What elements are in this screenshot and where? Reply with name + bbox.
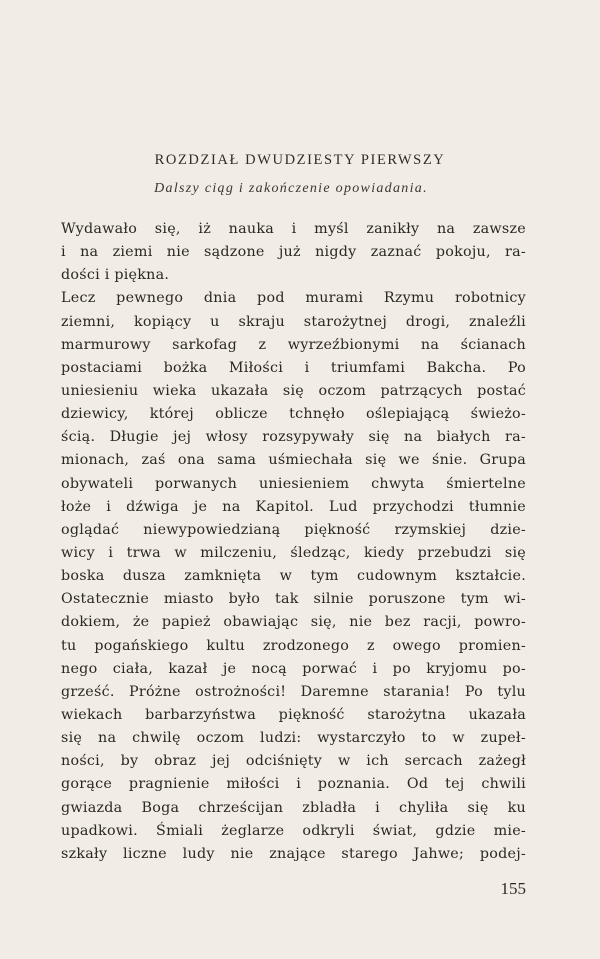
- text-line: marmurowy sarkofag z wyrzeźbionymi na ścianach: [61, 336, 526, 353]
- text-line: Ostatecznie miasto było tak silnie poruszone tym wi-: [61, 591, 526, 608]
- text-line: upadkowi. Śmiali żeglarze odkryli świat, gdzie mie-: [61, 822, 526, 839]
- text-line: Wydawało się, iż nauka i myśl zanikły na zawsze: [61, 221, 526, 237]
- text-line: gwiazda Boga chrześcijan zbladła i chyliła się ku: [61, 799, 526, 816]
- text-line: dziewicy, której oblicze tchnęło oślepiającą świeżo-: [61, 406, 526, 423]
- text-line: obywateli porwanych uniesieniem chwyta śmiertelne: [61, 475, 526, 492]
- text-line: ności, by obraz jej odciśnięty w ich sercach zażegł: [61, 753, 526, 770]
- text-line: grześć. Próżne ostrożności! Daremne starania! Po tylu: [61, 683, 526, 700]
- page-number: 155: [500, 879, 526, 898]
- body-text: [61, 218, 526, 866]
- text-line: uniesieniu wieka ukazała się oczom patrzących postać: [61, 382, 526, 399]
- text-line: szkały liczne ludy nie znające starego Jahwe; podej-: [61, 845, 526, 862]
- text-line: wiekach barbarzyństwa piękność starożytna ukazała: [61, 706, 526, 723]
- text-line: gorące pragnienie miłości i poznania. Od tej chwili: [61, 776, 526, 793]
- text-line: dokiem, że papież obawiając się, nie bez racji, powro-: [61, 614, 526, 631]
- text-line: mionach, zaś ona sama uśmiechała się we śnie. Grupa: [61, 452, 526, 469]
- chapter-title: ROZDZIAŁ DWUDZIESTY PIERWSZY: [154, 152, 446, 168]
- text-line: postaciami bożka Miłości i triumfami Bakcha. Po: [61, 359, 526, 376]
- text-line: Lecz pewnego dnia pod murami Rzymu robotnicy: [61, 290, 526, 307]
- text-line: nego ciała, kazał je nocą porwać i po kryjomu po-: [61, 660, 526, 677]
- chapter-subtitle: Dalszy ciąg i zakończenie opowiadania.: [154, 181, 428, 196]
- text-line: wicy i trwa w milczeniu, śledząc, kiedy przebudzi się: [61, 544, 526, 561]
- text-line: ścią. Długie jej włosy rozsypywały się na białych ra-: [61, 429, 526, 446]
- text-line: łoże i dźwiga je na Kapitol. Lud przychodzi tłumnie: [61, 498, 526, 515]
- text-line: tu pogańskiego kultu zrodzonego z owego promien-: [61, 637, 526, 654]
- text-line: się na chwilę oczom ludzi: wystarczyło to w zupeł-: [61, 730, 526, 747]
- text-line: ziemni, kopiący u skraju starożytnej drogi, znaleźli: [61, 313, 526, 330]
- text-line: dości i piękna.: [61, 267, 170, 284]
- text-line: i na ziemi nie sądzone już nigdy zaznać pokoju, ra-: [61, 244, 526, 261]
- text-line: oglądać niewypowiedzianą piękność rzymskiej dzie-: [61, 521, 526, 538]
- text-line: boska dusza zamknięta w tym cudownym kształcie.: [61, 568, 526, 585]
